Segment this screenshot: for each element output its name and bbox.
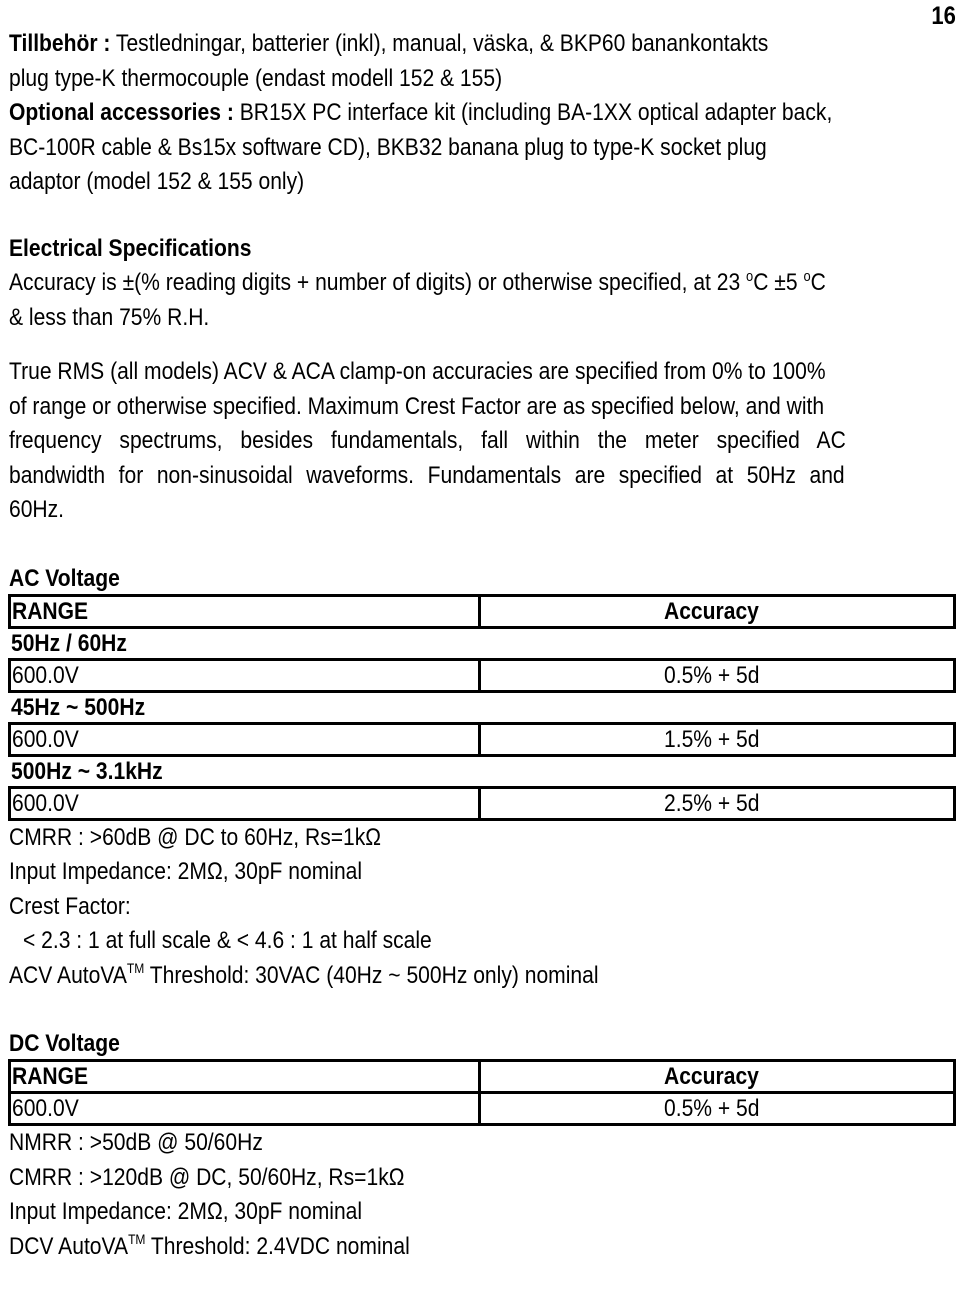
dc-voltage-heading: DC Voltage	[9, 1030, 120, 1057]
ac-voltage-table	[8, 594, 956, 821]
accuracy-statement: Accuracy is ±(% reading digits + number of digits) or otherwise specified, at 23 $^o$C ±5 $^o$C	[9, 268, 826, 296]
range-cell: 600.0V	[10, 787, 480, 819]
table-row	[10, 723, 955, 755]
accuracy-cell: 2.5% + 5d	[480, 787, 955, 819]
ac-crest-value: < 2.3 : 1 at full scale & < 4.6 : 1 at half scale	[23, 927, 432, 954]
trademark-sup: TM	[128, 1230, 146, 1247]
spacer	[9, 993, 954, 1027]
dc-cmrr: CMRR : >120dB @ DC, 50/60Hz, Rs=1kΩ	[9, 1163, 405, 1191]
rms-paragraph-line-2: of range or otherwise specified. Maximum Crest Factor are as specified below, and with	[9, 392, 825, 420]
document-body	[9, 27, 954, 1264]
range-cell: 600.0V	[10, 659, 480, 691]
spacer	[9, 200, 954, 232]
table-row	[10, 1093, 955, 1125]
table-header-row	[10, 1061, 955, 1093]
band-row	[10, 627, 955, 659]
accessories-sv-text: Testledningar, batterier (inkl), manual, väska, & BKP60 banankontakts	[110, 30, 769, 57]
header-accuracy: Accuracy	[480, 595, 955, 627]
dc-input-impedance: Input Impedance: 2MΩ, 30pF nominal	[9, 1198, 363, 1225]
accessories-opt-line	[9, 96, 954, 131]
band-label: 50Hz / 60Hz	[10, 627, 955, 659]
degree-sup-2: o	[803, 268, 811, 285]
table-header-row	[10, 595, 955, 627]
degree-sup-1: o	[746, 268, 754, 285]
accuracy-cell: 0.5% + 5d	[480, 1093, 955, 1125]
ac-autova-threshold: ACV AutoVA™ Threshold: 30VAC (40Hz ~ 500Hz only) nominal	[9, 959, 599, 989]
band-row	[10, 755, 955, 787]
rms-paragraph-line-5: 60Hz.	[9, 496, 65, 523]
accessories-opt-line-3: adaptor (model 152 & 155 only)	[9, 168, 305, 195]
accuracy-cell: 1.5% + 5d	[480, 723, 955, 755]
accuracy-cell: 0.5% + 5d	[480, 659, 955, 691]
accessories-sv-line-2: plug type-K thermocouple (endast modell 152 & 155)	[9, 64, 503, 92]
header-accuracy: Accuracy	[480, 1061, 955, 1093]
accuracy-statement-2: & less than 75% R.H.	[9, 303, 210, 331]
accessories-sv-label: Tillbehör :	[9, 30, 111, 57]
accessories-opt-line-2: BC-100R cable & Bs15x software CD), BKB32 banana plug to type-K socket plug	[9, 133, 767, 161]
header-range: RANGE	[10, 1061, 480, 1093]
table-row	[10, 787, 955, 819]
dc-nmrr: NMRR : >50dB @ 50/60Hz	[9, 1129, 263, 1156]
range-cell: 600.0V	[10, 1093, 480, 1125]
ac-voltage-heading: AC Voltage	[9, 564, 120, 592]
band-label: 45Hz ~ 500Hz	[10, 691, 955, 723]
electrical-spec-heading: Electrical Specifications	[9, 234, 252, 262]
rms-paragraph-line-3: frequency spectrums, besides fundamentals, fall within the meter specified AC	[9, 427, 846, 454]
ac-input-impedance: Input Impedance: 2MΩ, 30pF nominal	[9, 858, 363, 885]
ac-cmrr: CMRR : >60dB @ DC to 60Hz, Rs=1kΩ	[9, 823, 382, 851]
dc-voltage-table	[8, 1059, 956, 1126]
header-range: RANGE	[10, 595, 480, 627]
trademark-sup: TM	[126, 959, 145, 976]
spacer	[9, 335, 954, 355]
accessories-sv-line	[9, 27, 954, 62]
page-number: 16	[931, 2, 956, 30]
rms-paragraph-line-4: bandwidth for non-sinusoidal waveforms. Fundamentals are specified at 50Hz and	[9, 461, 845, 489]
dc-autova-threshold: DCV AutoVA™ Threshold: 2.4VDC nominal	[9, 1230, 410, 1260]
accessories-opt-text: BR15X PC interface kit (including BA-1XX optical adapter back,	[233, 99, 833, 126]
band-label: 500Hz ~ 3.1kHz	[10, 755, 955, 787]
ac-crest-label: Crest Factor:	[9, 892, 131, 920]
band-row	[10, 691, 955, 723]
range-cell: 600.0V	[10, 723, 480, 755]
spacer	[9, 528, 954, 562]
table-row	[10, 659, 955, 691]
accessories-opt-label: Optional accessories :	[9, 99, 234, 126]
rms-paragraph-line-1: True RMS (all models) ACV & ACA clamp-on accuracies are specified from 0% to 100%	[9, 358, 826, 385]
